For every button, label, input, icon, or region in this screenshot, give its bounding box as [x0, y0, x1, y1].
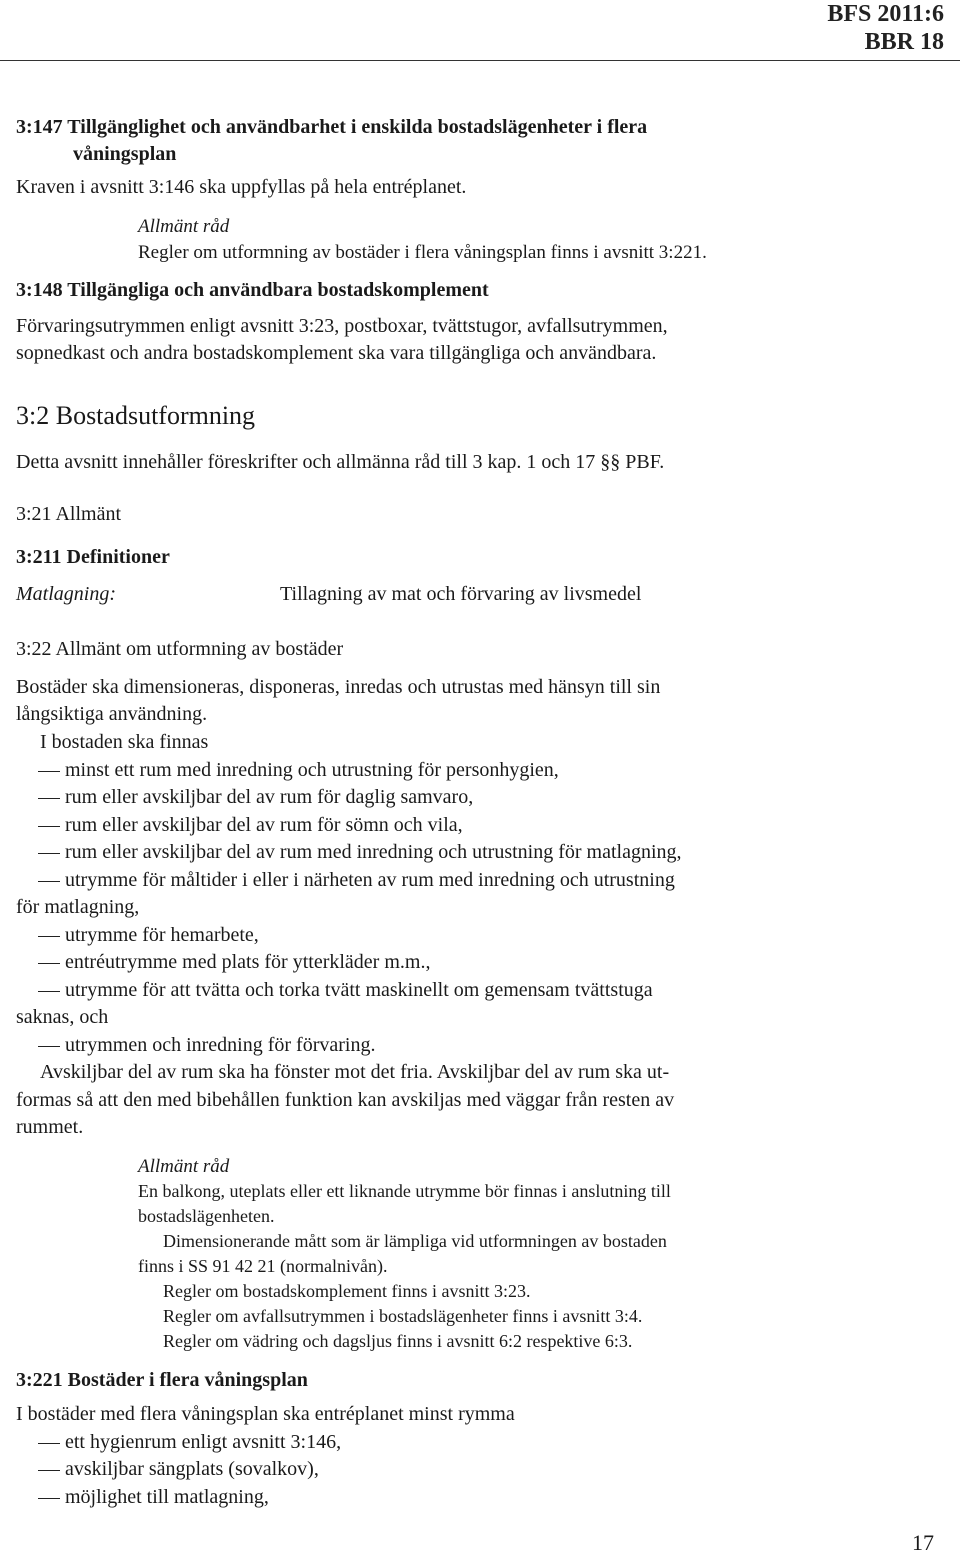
list-item: ett hygienrum enligt avsnitt 3:146,	[65, 1431, 342, 1453]
list-item-continuation: saknas, och	[16, 1006, 109, 1028]
list-item: rum eller avskiljbar del av rum för daglig samvaro,	[65, 786, 474, 808]
dash-bullet	[38, 1046, 60, 1047]
list-item: utrymme för hemarbete,	[65, 924, 259, 946]
section-3221-text: I bostäder med flera våningsplan ska entréplanet minst rymma	[16, 1403, 515, 1425]
list-item: avskiljbar sängplats (sovalkov),	[65, 1458, 319, 1480]
dash-bullet	[38, 826, 60, 827]
advice-line: Regler om bostadskomplement finns i avsnitt 3:23.	[163, 1281, 531, 1301]
list-item: entréutrymme med plats för ytterkläder m.m.,	[65, 951, 431, 973]
advice-line: bostadslägenheten.	[138, 1206, 275, 1226]
dash-bullet	[38, 991, 60, 992]
list-intro: I bostaden ska finnas	[40, 731, 209, 753]
section-3148-heading: 3:148 Tillgängliga och användbara bostadskomplement	[16, 279, 489, 301]
list-item-continuation: för matlagning,	[16, 896, 140, 918]
dash-bullet	[38, 1443, 60, 1444]
advice-line: Regler om avfallsutrymmen i bostadslägenheter finns i avsnitt 3:4.	[163, 1306, 643, 1326]
list-item: rum eller avskiljbar del av rum med inredning och utrustning för matlagning,	[65, 841, 682, 863]
section-321-heading: 3:21 Allmänt	[16, 503, 121, 525]
section-322-p2-line3: rummet.	[16, 1116, 84, 1138]
dash-bullet	[38, 963, 60, 964]
page-number: 17	[912, 1530, 934, 1555]
document-code: BFS 2011:6	[827, 1, 944, 27]
section-3148-line1: Förvaringsutrymmen enligt avsnitt 3:23, postboxar, tvättstugor, avfallsutrymmen,	[16, 315, 668, 337]
section-32-heading: 3:2 Bostadsutformning	[16, 401, 256, 430]
section-3147-text: Kraven i avsnitt 3:146 ska uppfyllas på hela entréplanet.	[16, 176, 467, 198]
dash-bullet	[38, 881, 60, 882]
dash-bullet	[38, 1470, 60, 1471]
advice-label: Allmänt råd	[138, 1156, 230, 1177]
definition-text: Tillagning av mat och förvaring av livsmedel	[280, 583, 642, 605]
section-322-p2-line1: Avskiljbar del av rum ska ha fönster mot det fria. Avskiljbar del av rum ska ut-	[40, 1061, 670, 1083]
advice-text: Regler om utformning av bostäder i flera våningsplan finns i avsnitt 3:221.	[138, 242, 707, 263]
dash-bullet	[38, 936, 60, 937]
section-3221-heading: 3:221 Bostäder i flera våningsplan	[16, 1369, 308, 1391]
list-item: rum eller avskiljbar del av rum för sömn och vila,	[65, 814, 463, 836]
list-item: minst ett rum med inredning och utrustning för personhygien,	[65, 759, 559, 781]
section-3148-line2: sopnedkast och andra bostadskomplement ska vara tillgängliga och användbara.	[16, 342, 657, 364]
dash-bullet	[38, 798, 60, 799]
section-3147-heading-line2: våningsplan	[73, 143, 177, 165]
section-322-p2-line2: formas så att den med bibehållen funktion kan avskiljas med väggar från resten av	[16, 1089, 675, 1111]
section-322-p1-line1: Bostäder ska dimensioneras, disponeras, inredas och utrustas med hänsyn till sin	[16, 676, 661, 698]
advice-line: Regler om vädring och dagsljus finns i avsnitt 6:2 respektive 6:3.	[163, 1331, 633, 1351]
list-item: utrymme för att tvätta och torka tvätt maskinellt om gemensam tvättstuga	[65, 979, 653, 1001]
dash-bullet	[38, 771, 60, 772]
advice-line: finns i SS 91 42 21 (normalnivån).	[138, 1256, 388, 1276]
section-sign: §§	[600, 451, 621, 473]
section-322-heading: 3:22 Allmänt om utformning av bostäder	[16, 638, 344, 660]
dash-bullet	[38, 1498, 60, 1499]
list-item: utrymme för måltider i eller i närheten av rum med inredning och utrustning	[65, 869, 675, 891]
section-322-p1-line2: långsiktiga användning.	[16, 703, 208, 725]
list-item: möjlighet till matlagning,	[65, 1486, 269, 1508]
section-3211-heading: 3:211 Definitioner	[16, 546, 170, 568]
advice-line: En balkong, uteplats eller ett liknande utrymme bör finnas i anslutning till	[138, 1181, 671, 1201]
section-32-text-tail: PBF.	[625, 451, 665, 473]
dash-bullet	[38, 853, 60, 854]
series-code: BBR 18	[864, 29, 944, 55]
advice-label: Allmänt råd	[138, 216, 230, 237]
definition-term: Matlagning:	[16, 583, 116, 605]
section-3147-heading-line1: 3:147 Tillgänglighet och användbarhet i enskilda bostadslägenheter i flera	[16, 116, 648, 138]
section-32-text	[16, 451, 664, 474]
list-item: utrymmen och inredning för förvaring.	[65, 1034, 376, 1056]
section-32-text-main: Detta avsnitt innehåller föreskrifter och allmänna råd till 3 kap. 1 och 17	[16, 451, 596, 473]
header-rule	[0, 60, 960, 61]
advice-line: Dimensionerande mått som är lämpliga vid utformningen av bostaden	[163, 1231, 667, 1251]
